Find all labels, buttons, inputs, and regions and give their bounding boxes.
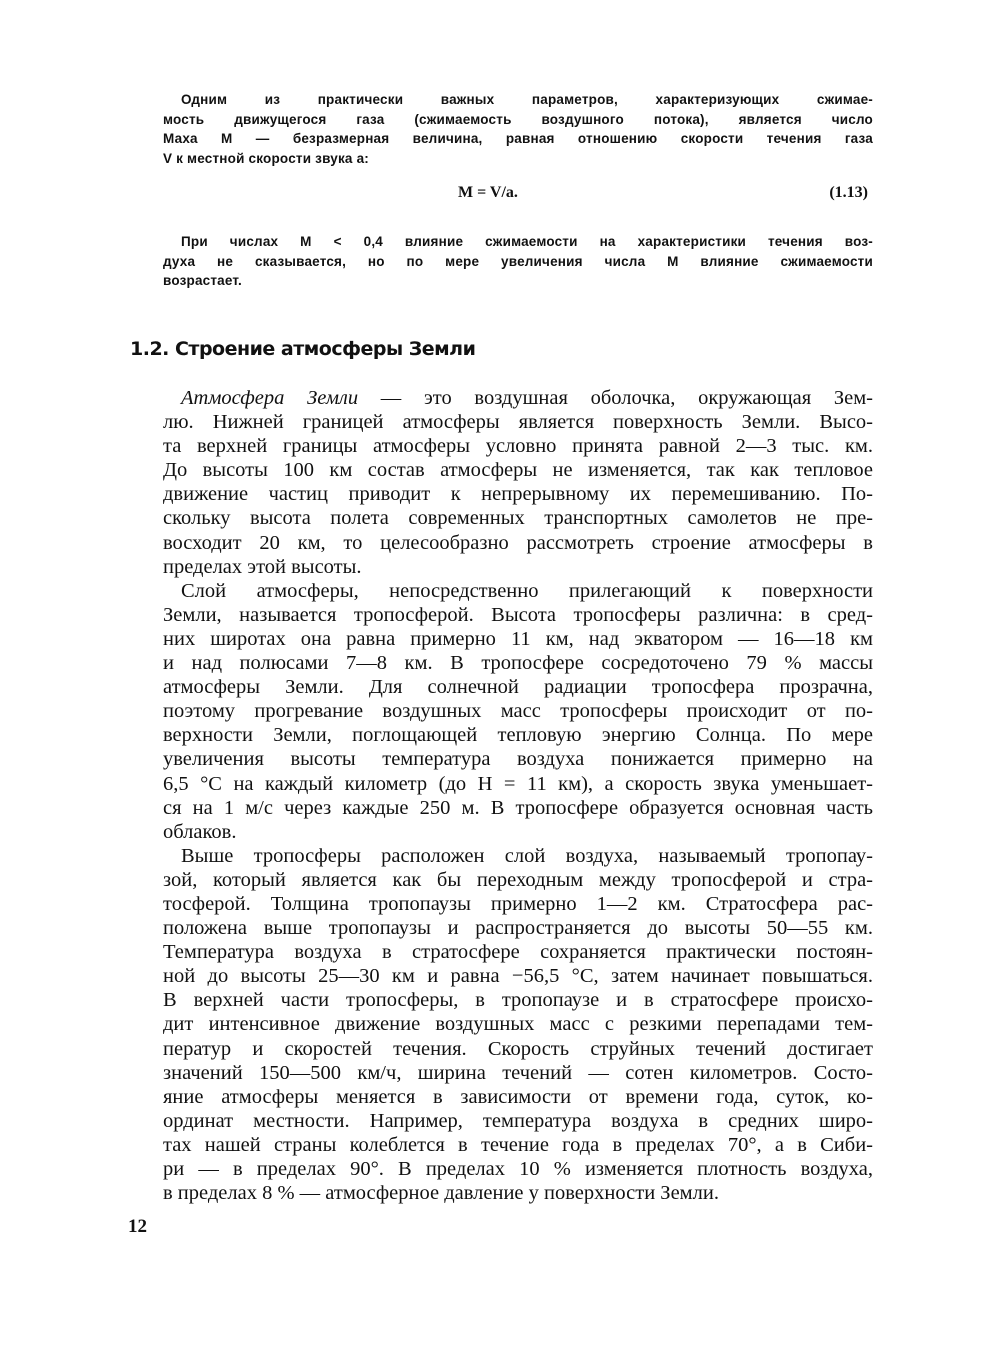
text-line: зой, который является как бы переходным между тропосферой и стра-: [163, 868, 873, 891]
formula-number: (1.13): [829, 184, 868, 201]
paragraph: [163, 386, 873, 579]
text-line: атмосферы Земли. Для солнечной радиации тропосфера прозрачна,: [163, 676, 873, 699]
formula-expression: M = V/a.: [458, 184, 518, 201]
text-line: пределах этой высоты.: [163, 555, 362, 578]
text-line: дит интенсивное движение воздушных масс с резкими перепадами тем-: [163, 1013, 873, 1036]
page-number: 12: [128, 1216, 147, 1237]
term-italic: Атмосфера Земли: [181, 387, 359, 409]
body-text: [163, 386, 873, 1205]
intro-paragraph: [163, 90, 873, 168]
text-line: До высоты 100 км состав атмосферы не изменяется, так как тепловое: [163, 459, 873, 482]
text-line: лю. Нижней границей атмосферы является поверхность Земли. Высо-: [163, 411, 873, 434]
text-line: тах нашей страны колеблется в течение года в пределах 70°, а в Сиби-: [163, 1133, 873, 1156]
text-line: В верхней части тропосферы, в тропопаузе и в стратосфере происхо-: [163, 989, 873, 1012]
text-line: ной до высоты 25—30 км и равна −56,5 °С, затем начинает повышаться.: [163, 965, 873, 988]
text-line: ри — в пределах 90°. В пределах 10 % изменяется плотность воздуха,: [163, 1158, 873, 1180]
text-line: в пределах 8 % — атмосферное давление у поверхности Земли.: [163, 1182, 719, 1205]
text-line: духа не сказывается, но по мере увеличения числа M влияние сжимаемости: [163, 253, 873, 269]
text-line: верхности Земли, поглощающей тепловую энергию Солнца. По мере: [163, 724, 873, 747]
text-line: Одним из практически важных параметров, характеризующих сжимае-: [181, 92, 873, 107]
text-line: ся на 1 м/с через каждые 250 м. В тропосфере образуется основная часть: [163, 796, 873, 819]
paragraph: [163, 579, 873, 844]
text-line: ператур и скоростей течения. Скорость струйных течений достигает: [163, 1037, 873, 1060]
text-line: увеличения высоты температура воздуха понижается примерно на: [163, 748, 873, 771]
text-line: При числах M < 0,4 влияние сжимаемости на характеристики течения воз-: [181, 234, 873, 249]
text-line: Температура воздуха в стратосфере сохраняется практически постоян-: [163, 941, 873, 964]
text-line: мость движущегося газа (сжимаемость воздушного потока), является число: [163, 111, 873, 127]
text-line: и над полюсами 7—8 км. В тропосфере сосредоточено 79 % массы: [163, 652, 873, 675]
text-line: значений 150—500 км/ч, ширина течений — сотен километров. Состо-: [163, 1061, 873, 1084]
text-line: яние атмосферы меняется в зависимости от времени года, суток, ко-: [163, 1085, 873, 1108]
text-line: тосферой. Толщина тропопаузы примерно 1—2 км. Стратосфера рас-: [163, 892, 873, 915]
text-line: возрастает.: [163, 273, 242, 288]
text-line: скольку высота полета современных транспортных самолетов не пре-: [163, 507, 873, 530]
text-line: Маха M — безразмерная величина, равная отношению скорости течения газа: [163, 131, 873, 146]
text-line: них широтах она равна примерно 11 км, над экватором — 16—18 км: [163, 627, 873, 650]
text-line: та верхней границы атмосферы условно принята равной 2—3 тыс. км.: [163, 435, 873, 458]
text-line: движение частиц приводит к непрерывному их перемешиванию. По-: [163, 483, 873, 506]
text-line: ординат местности. Например, температура воздуха в средних широ-: [163, 1109, 873, 1132]
section-heading: 1.2. Строение атмосферы Земли: [130, 338, 476, 360]
text-line: V к местной скорости звука a:: [163, 150, 369, 166]
paragraph: [163, 844, 873, 1205]
text-line: Выше тропосферы расположен слой воздуха, называемый тропопау-: [181, 844, 873, 867]
note-paragraph: [163, 232, 873, 291]
text-line: восходит 20 км, то целесообразно рассмотреть строение атмосферы в: [163, 531, 873, 554]
text-line: положена выше тропопаузы и распространяется до высоты 50—55 км.: [163, 917, 873, 940]
text-line: 6,5 °С на каждый километр (до H = 11 км), а скорость звука уменьшает-: [163, 772, 873, 795]
text-line: Атмосфера Земли — это воздушная оболочка, окружающая Зем-: [181, 387, 873, 409]
text-line: облаков.: [163, 820, 237, 843]
text-line: поэтому прогревание воздушных масс тропосферы происходит от по-: [163, 700, 873, 723]
text-line: Земли, называется тропосферой. Высота тропосферы различна: в сред-: [163, 603, 873, 626]
text-line: Слой атмосферы, непосредственно прилегающий к поверхности: [181, 579, 873, 602]
